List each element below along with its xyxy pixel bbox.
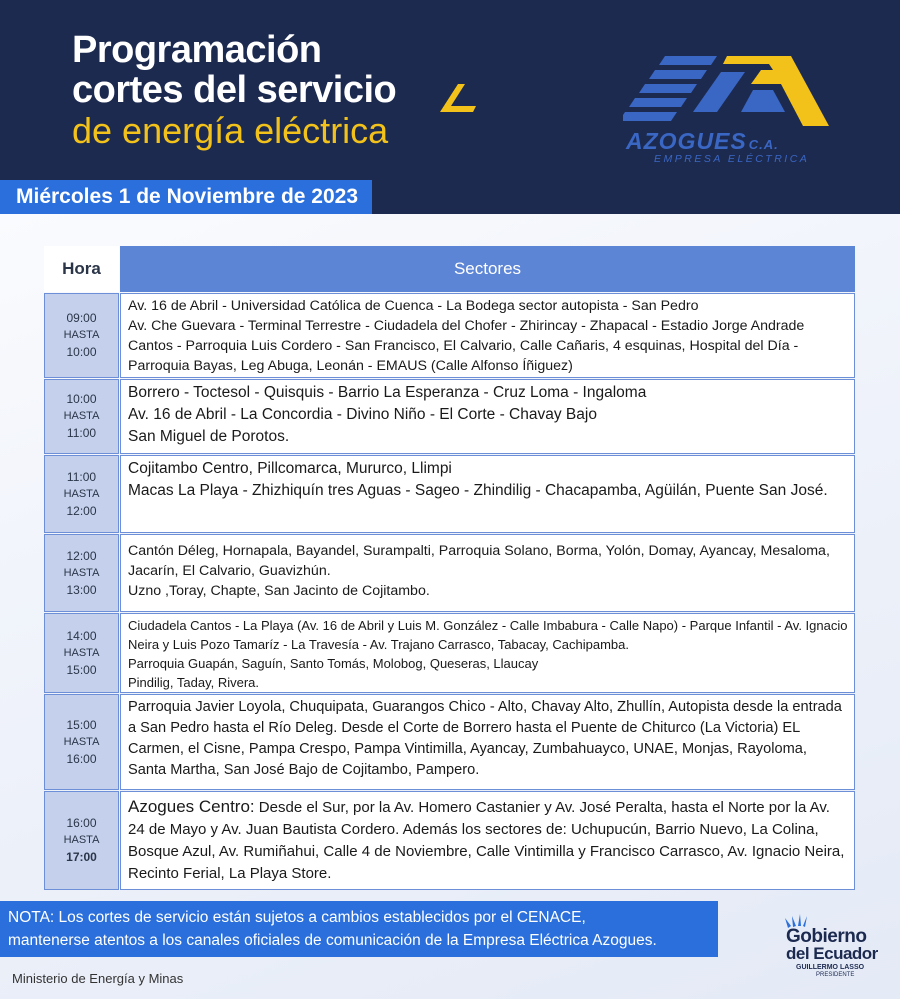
sector-lead: Azogues Centro: [128, 797, 255, 816]
time-from: 09:00 [66, 311, 97, 325]
time-from: 10:00 [66, 392, 97, 406]
table-row [44, 455, 855, 533]
time-to: 13:00 [66, 582, 97, 597]
lightning-accent-icon [436, 82, 478, 114]
sectors-cell [120, 293, 855, 378]
header-sectores: Sectores [120, 246, 855, 292]
gobierno-line-1: Gobierno [786, 926, 867, 947]
table-row [44, 293, 855, 378]
sector-paragraph [128, 796, 848, 885]
time-from: 12:00 [66, 548, 97, 563]
title-line-2: cortes del servicio [72, 69, 397, 111]
time-from: 15:00 [66, 717, 97, 732]
time-to: 16:00 [66, 751, 97, 766]
sectors-cell [120, 694, 855, 790]
time-hasta: HASTA [63, 834, 100, 846]
date-banner: Miércoles 1 de Noviembre de 2023 [0, 180, 372, 214]
time-hasta: HASTA [63, 646, 100, 659]
table-row [44, 791, 855, 890]
sector-line: Cojitambo Centro, Pillcomarca, Mururco, Llimpi [128, 460, 452, 477]
page-title [72, 30, 396, 151]
logo-subtitle: EMPRESA ELÉCTRICA [654, 153, 810, 165]
time-hasta: HASTA [63, 735, 100, 748]
time-from: 16:00 [66, 816, 97, 830]
sector-line: Uzno ,Toray, Chapte, San Jacinto de Cojitambo. [128, 583, 430, 599]
time-cell [44, 455, 119, 533]
sector-text: Desde el Sur, por la Av. Homero Castanier y Av. José Peralta, hasta el Norte por la Av. 24 de Mayo y Av. Juan Bautista Cordero. Además los sectores de: Uchupucún, Barrio Nuevo, La Colina, Bosque Azul, Av. Rumiñahui, Calle 4 de Noviembre, Calle Vintimilla y Francisco Carrasco, Av. Ignacio Neira, Recinto Ferial, La Playa Store. [128, 799, 845, 882]
time-from: 14:00 [66, 628, 97, 643]
time-hasta: HASTA [63, 329, 100, 341]
sectors-cell [120, 613, 855, 693]
nota-line-2: mantenerse atentos a los canales oficiales de comunicación de la Empresa Eléctrica Azogues. [8, 932, 657, 949]
gobierno-line-3: GUILLERMO LASSO [796, 964, 865, 971]
sector-line: Parroquia Guapán, Saguín, Santo Tomás, Molobog, Queseras, Llaucay [128, 656, 539, 671]
sectors-cell [120, 791, 855, 890]
sector-line: Macas La Playa - Zhizhiquín tres Aguas - Sageo - Zhindilig - Chacapamba, Agüilán, Puente San José. [128, 482, 828, 499]
table-row [44, 534, 855, 612]
sector-line: Borrero - Toctesol - Quisquis - Barrio La Esperanza - Cruz Loma - Ingaloma [128, 384, 647, 401]
time-cell [44, 791, 119, 890]
time-cell [44, 613, 119, 693]
header-hora: Hora [44, 246, 119, 292]
sector-line: Av. 16 de Abril - Universidad Católica de Cuenca - La Bodega sector autopista - San Pedro [128, 298, 699, 314]
time-to: 15:00 [66, 662, 97, 677]
time-to: 10:00 [66, 345, 97, 359]
time-cell [44, 534, 119, 612]
sector-line: San Miguel de Porotos. [128, 428, 290, 445]
sector-line: Ciudadela Cantos - La Playa (Av. 16 de Abril y Luis M. González - Calle Imbabura - Calle Napo) - Parque Infantil - Av. Ignacio Neira y Luis Pozo Tamaríz - La Travesía - Av. Trajano Carrasco, Tabacay, Cachipamba. [128, 618, 848, 652]
nota-line-1: NOTA: Los cortes de servicio están sujetos a cambios establecidos por el CENACE, [8, 909, 586, 926]
sector-line: Parroquia Javier Loyola, Chuquipata, Guarangos Chico - Alto, Chavay Alto, Zhullín, Autopista desde la entrada a San Pedro hasta el Río Deleg. Desde el Corte de Borrero hasta el Puente de Chiturco (La Victoria) EL Carmen, el Cisne, Pampa Crespo, Pampa Vintimilla, Ayancay, Zumbahuayco, UNAE, Monjas, Rayoloma, Santa Martha, San José Bajo de Cojitambo, Pampero. [128, 699, 842, 778]
time-cell [44, 694, 119, 790]
title-line-3: de energía eléctrica [72, 110, 389, 151]
sector-line: Pindilig, Taday, Rivera. [128, 675, 260, 690]
logo-wordmark [626, 128, 779, 155]
time-cell [44, 379, 119, 454]
logo-name: AZOGUES [626, 128, 747, 154]
table-row [44, 694, 855, 790]
table-row [44, 379, 855, 454]
sectors-cell [120, 455, 855, 533]
time-hasta: HASTA [63, 566, 100, 579]
time-hasta: HASTA [63, 487, 100, 500]
table-row [44, 613, 855, 693]
time-hasta: HASTA [63, 410, 100, 422]
time-to: 11:00 [66, 426, 97, 440]
sectors-cell [120, 534, 855, 612]
title-line-1: Programación [72, 29, 322, 71]
sector-line: Av. Che Guevara - Terminal Terrestre - Ciudadela del Chofer - Zhirincay - Zhapacal - Estadio Jorge Andrade Cantos - Parroquia Luis Cordero - San Francisco, El Calvario, Calle Cañaris, 4 esquinas, Hospital del Día - Parroquia Bayas, Leg Abuga, Leonán - EMAUS (Calle Alfonso Íñiguez) [128, 318, 805, 374]
nota-banner [0, 901, 718, 957]
time-to: 12:00 [66, 503, 97, 518]
time-to: 17:00 [66, 850, 97, 864]
ministerio-label: Ministerio de Energía y Minas [12, 971, 184, 986]
time-cell [44, 293, 119, 378]
gobierno-line-4: PRESIDENTE [816, 972, 855, 978]
gobierno-line-2: del Ecuador [786, 944, 878, 963]
logo-suffix: C.A. [748, 137, 779, 152]
sector-line: Cantón Déleg, Hornapala, Bayandel, Surampalti, Parroquia Solano, Borma, Yolón, Domay, Ayancay, Mesaloma, Jacarín, El Calvario, Guavizhún. [128, 543, 830, 579]
sector-line: Av. 16 de Abril - La Concordia - Divino Niño - El Corte - Chavay Bajo [128, 406, 597, 423]
sectors-cell [120, 379, 855, 454]
time-from: 11:00 [66, 469, 97, 484]
header-banner [0, 0, 900, 214]
